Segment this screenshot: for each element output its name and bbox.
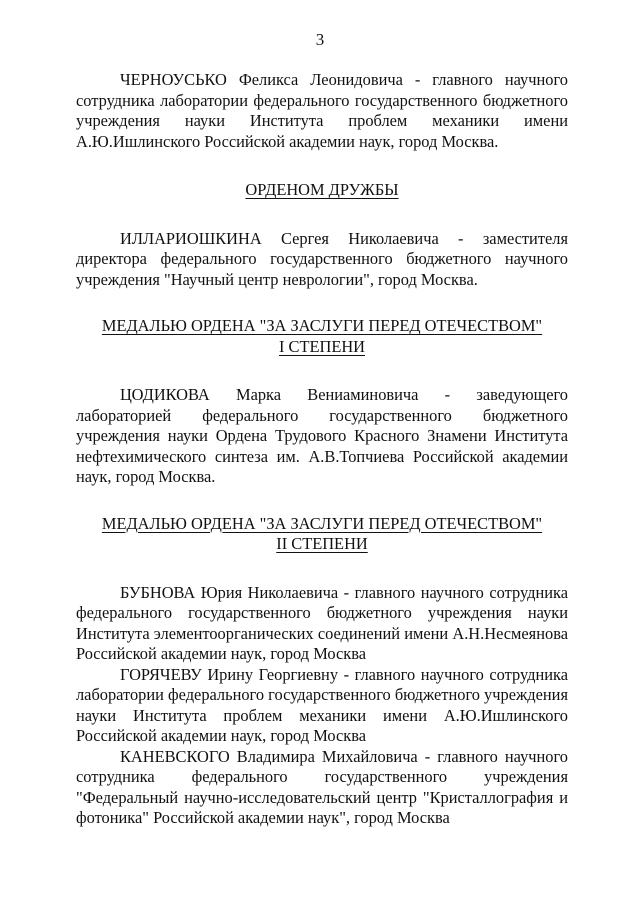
award-entry-illarioshkin [76, 229, 568, 291]
awardee-name: ЦОДИКОВА Марка Вениаминовича [120, 385, 419, 404]
award-heading-medal-1st-degree [76, 316, 568, 357]
award-entry-tsodikov [76, 385, 568, 488]
heading-line: I СТЕПЕНИ [278, 336, 366, 356]
awardee-description: - заведующего лабораторией федерального государственного бюджетного учреждения науки Ордена Трудового Красного Знамени Института нефтехимического синтеза им. А.В.Топчиева Российской академии наук, город Москва. [76, 385, 569, 486]
awardee-description: - главного научного сотрудника лаборатории федерального государственного бюджетного учреждения науки Института проблем механики имени А.Ю.Ишлинского Российской академии наук, город Москва [76, 664, 569, 745]
award-entry-goryacheva [76, 665, 568, 747]
award-entry-kanevsky [76, 747, 568, 829]
award-entry-bubnov [76, 583, 568, 665]
awardee-description: - главного научного сотрудника лаборатории федерального государственного бюджетного учреждения науки Института проблем механики имени А.Ю.Ишлинского Российской академии наук, город Москва. [76, 70, 568, 151]
awardee-name: КАНЕВСКОГО Владимира Михайловича [120, 746, 418, 766]
awardee-description: - главного научного сотрудника федерального государственного бюджетного учреждения науки Института элементоорганических соединений имени А.Н.Несмеянова Российской академии наук, город Москва [76, 582, 568, 663]
document-body [76, 70, 568, 829]
award-entry-chernousko [76, 70, 568, 152]
heading-line: II СТЕПЕНИ [276, 534, 368, 553]
awardee-description: - главного научного сотрудника федерального государственного учреждения "Федеральный научно-исследовательский центр "Кристаллография и фотоника" Российской академии наук", город Москва [76, 746, 568, 827]
page-number: 3 [315, 30, 325, 49]
award-heading-medal-2nd-degree [76, 514, 568, 555]
award-heading-order-of-friendship [76, 180, 568, 201]
heading-line: МЕДАЛЬЮ ОРДЕНА "ЗА ЗАСЛУГИ ПЕРЕД ОТЕЧЕСТВОМ" [101, 316, 543, 335]
heading-line: ОРДЕНОМ ДРУЖБЫ [245, 180, 399, 199]
awardee-name: ЧЕРНОУСЬКО Феликса Леонидовича [120, 70, 403, 89]
heading-line: МЕДАЛЬЮ ОРДЕНА "ЗА ЗАСЛУГИ ПЕРЕД ОТЕЧЕСТВОМ" [101, 513, 543, 533]
awardee-description: - заместителя директора федерального государственного бюджетного научного учреждения "Научный центр неврологии", город Москва. [76, 228, 568, 289]
awardee-name: ГОРЯЧЕВУ Ирину Георгиевну [120, 664, 339, 684]
awardee-name: БУБНОВА Юрия Николаевича [120, 582, 339, 602]
awardee-name: ИЛЛАРИОШКИНА Сергея Николаевича [120, 228, 439, 248]
